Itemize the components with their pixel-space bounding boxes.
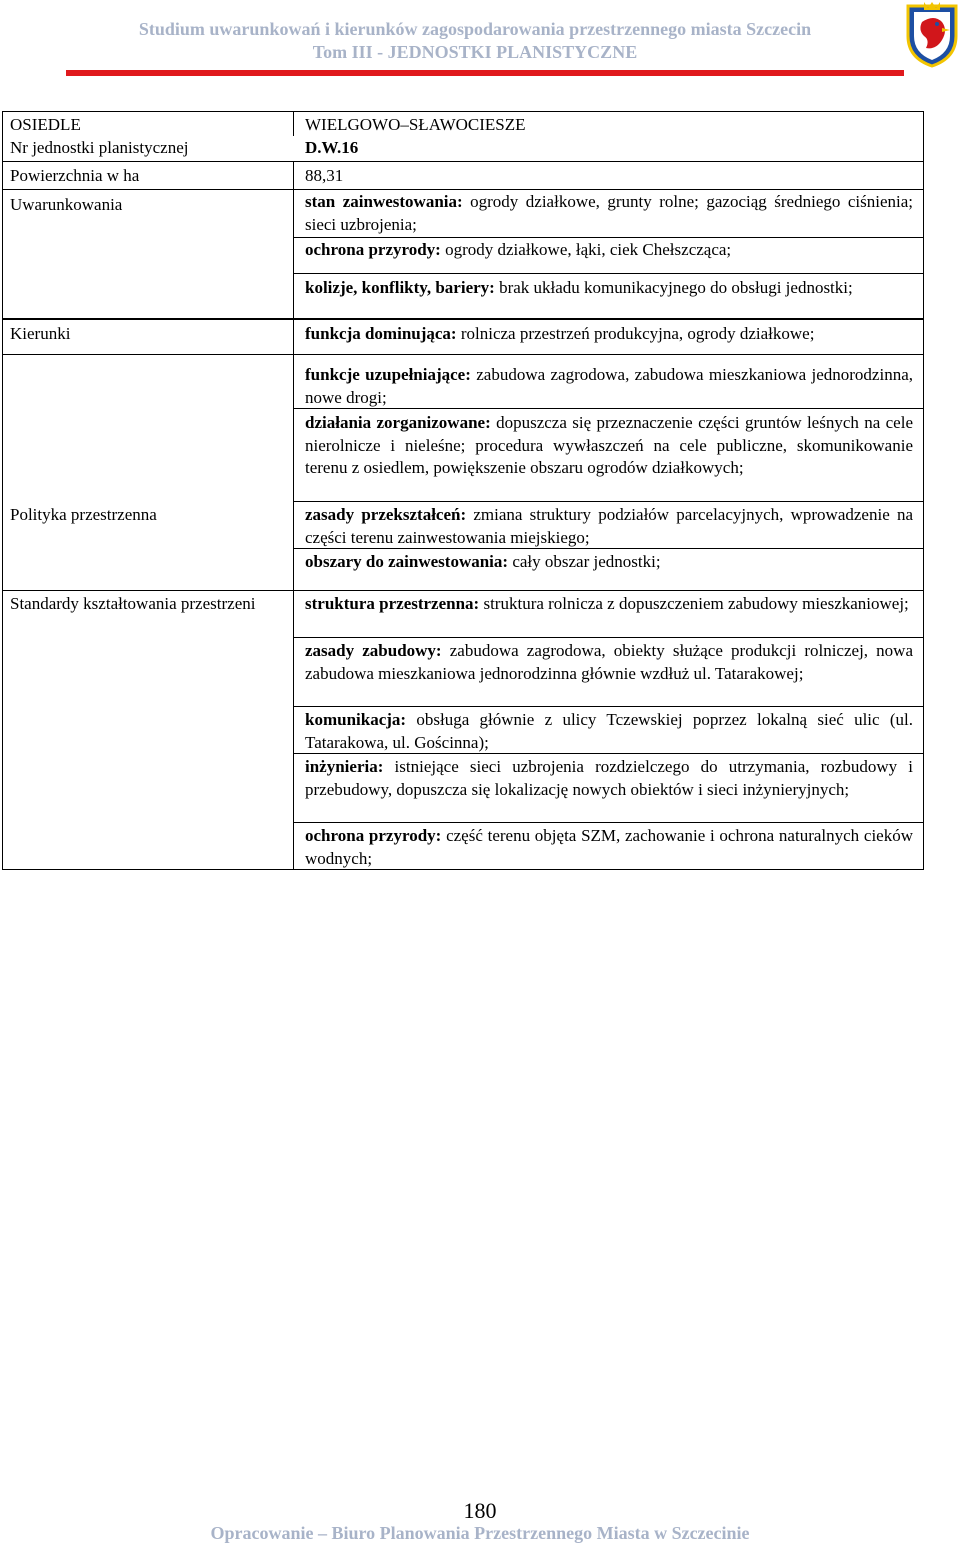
osiedle-divider: [293, 111, 294, 136]
item-key: zasady zabudowy:: [305, 641, 442, 660]
item-key: obszary do zainwestowania:: [305, 552, 509, 571]
table-row-area: [2, 161, 924, 190]
osiedle-label: OSIEDLE: [10, 115, 81, 134]
uwarunkowania-kolizje-cell: [293, 273, 924, 320]
item-key: komunikacja:: [305, 710, 407, 729]
kierunki-uzupelniajace-cell: [293, 354, 924, 409]
polityka-label: Polityka przestrzenna: [10, 505, 157, 524]
polityka-zasady-cell: [293, 501, 924, 549]
uwarunkowania-ochrona-cell: [293, 237, 924, 274]
uwarunkowania-label: Uwarunkowania: [10, 195, 123, 214]
item-key: stan zainwestowania:: [305, 192, 463, 211]
unit-value: D.W.16: [305, 138, 359, 157]
item-key: zasady przekształceń:: [305, 505, 467, 524]
area-value: 88,31: [305, 166, 344, 185]
kierunki-funkcja-cell: [293, 319, 924, 355]
item-text: rolnicza przestrzeń produkcyjna, ogrody działkowe;: [456, 324, 815, 343]
kierunki-label: Kierunki: [10, 324, 71, 343]
standardy-label: Standardy kształtowania przestrzeni: [10, 594, 256, 613]
area-label: Powierzchnia w ha: [10, 166, 140, 185]
uwarunkowania-stan-cell: [293, 189, 924, 238]
item-key: funkcja dominująca:: [305, 324, 457, 343]
standardy-inzynieria-cell: [293, 753, 924, 823]
item-text: ogrody działkowe, grunty rolne; gazociąg średniego ciśnienia; sieci uzbrojenia;: [305, 192, 913, 234]
item-text: cały obszar jednostki;: [508, 552, 661, 571]
item-key: ochrona przyrody:: [305, 826, 442, 845]
item-text: obsługa głównie z ulicy Tczewskiej poprzez lokalną sieć ulic (ul. Tatarakowa, ul. Gościnna);: [305, 710, 913, 752]
standardy-zasady-cell: [293, 637, 924, 707]
item-key: kolizje, konflikty, bariery:: [305, 278, 495, 297]
header-subtitle: Tom III - JEDNOSTKI PLANISTYCZNE: [312, 42, 638, 62]
osiedle-value: WIELGOWO–SŁAWOCIESZE: [305, 115, 526, 134]
item-key: funkcje uzupełniające:: [305, 365, 471, 384]
area-divider: [293, 161, 294, 190]
standardy-komunikacja-cell: [293, 706, 924, 754]
standardy-ochrona-cell: [293, 822, 924, 870]
item-key: inżynieria:: [305, 757, 384, 776]
item-text: istniejące sieci uzbrojenia rozdzielczego do utrzymania, rozbudowy i przebudowy, dopuszcza się lokalizację nowych obiektów i sieci inżynieryjnych;: [305, 757, 913, 799]
item-text: ogrody działkowe, łąki, ciek Chełszcząca;: [440, 240, 732, 259]
unit-label: Nr jednostki planistycznej: [10, 138, 189, 157]
header-rule: [66, 70, 904, 76]
item-text: zabudowa zagrodowa, obiekty służące produkcji rolniczej, nowa zabudowa mieszkaniowa jednorodzinna głównie wzdłuż ul. Tatarakowej;: [305, 641, 913, 683]
item-text: struktura rolnicza z dopuszczeniem zabudowy mieszkaniowej;: [479, 594, 909, 613]
footer-text: Opracowanie – Biuro Planowania Przestrzennego Miasta w Szczecinie: [210, 1523, 750, 1543]
item-key: struktura przestrzenna:: [305, 594, 480, 613]
page-number: 180: [463, 1498, 497, 1523]
item-text: część terenu objęta SZM, zachowanie i ochrona naturalnych cieków wodnych;: [305, 826, 913, 868]
polityka-obszary-cell: [293, 548, 924, 591]
item-text: dopuszcza się przeznaczenie części gruntów leśnych na cele nierolnicze i nieleśne; procedura wywłaszczeń na cele publiczne, skomunikowanie terenu z osiedlem, powiększenie obszaru ogrodów działkowych;: [305, 413, 913, 478]
item-key: działania zorganizowane:: [305, 413, 491, 432]
item-text: zmiana struktury podziałów parcelacyjnych, wprowadzenie na części terenu zainwestowania miejskiego;: [305, 505, 914, 547]
header-title: Studium uwarunkowań i kierunków zagospodarowania przestrzennego miasta Szczecin: [138, 19, 812, 39]
standardy-struktura-cell: [293, 590, 924, 638]
item-key: ochrona przyrody:: [305, 240, 441, 259]
szczecin-crest-icon: [904, 0, 960, 68]
item-text: zabudowa zagrodowa, zabudowa mieszkaniowa jednorodzinna, nowe drogi;: [305, 365, 913, 407]
polityka-dzialania-cell: [293, 408, 924, 502]
item-text: brak układu komunikacyjnego do obsługi jednostki;: [494, 278, 853, 297]
